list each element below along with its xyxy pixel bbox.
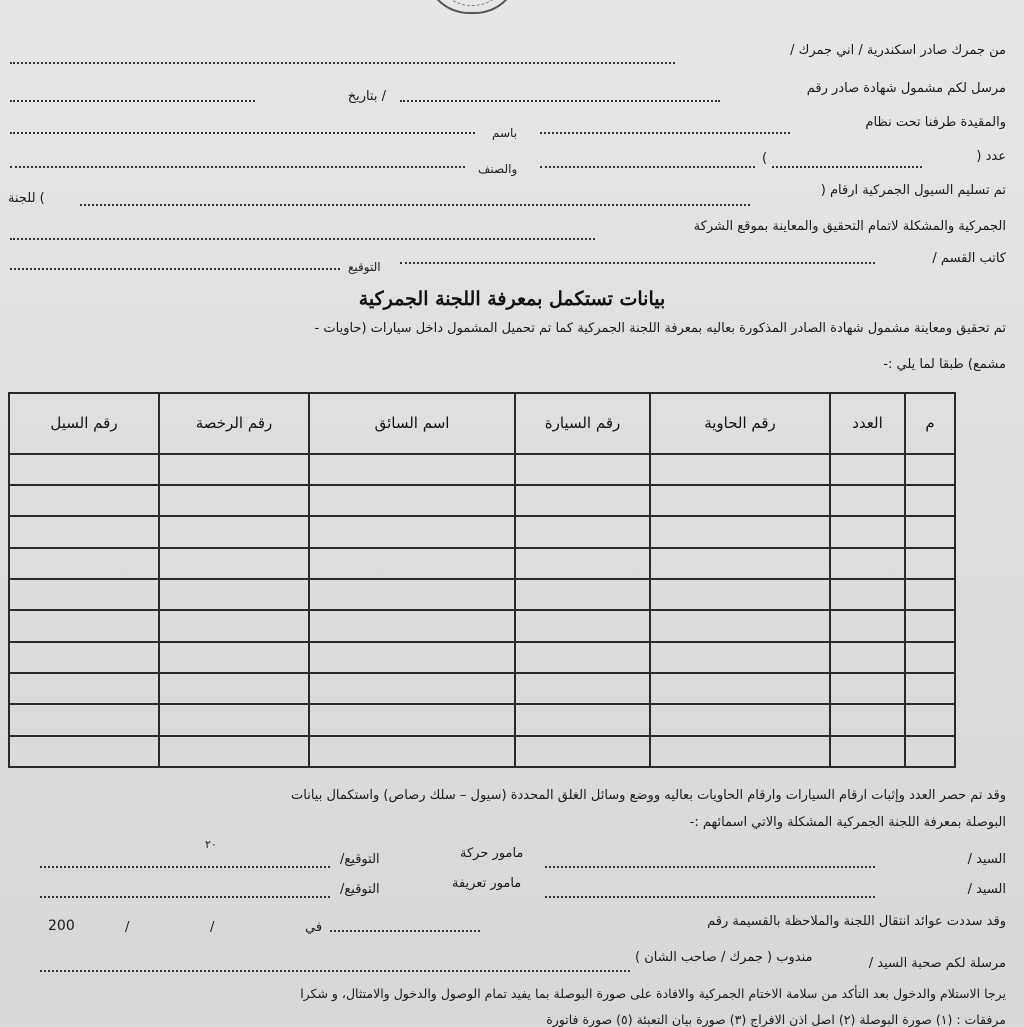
table-row — [9, 516, 955, 547]
footer-para-1: وقد تم حصر العدد وإثبات ارقام السيارات وارقام الحاويات بعاليه ووضع وسائل الغلق المحددة (سيول – سلك رصاص) واستكمال بيانات — [291, 788, 1006, 803]
col-header-driver-name: اسم السائق — [309, 393, 515, 454]
header-line-3-b: باسم — [492, 126, 518, 140]
table-cell[interactable] — [309, 579, 515, 610]
header-line-6-dots — [10, 238, 595, 240]
col-header-seal-no: رقم السيل — [9, 393, 159, 454]
table-cell[interactable] — [830, 548, 905, 579]
table-cell[interactable] — [309, 485, 515, 516]
footer-para-2: البوصلة بمعرفة اللجنة الجمركية المشكلة والاتي اسمائهم :- — [689, 815, 1006, 830]
table-cell[interactable] — [309, 673, 515, 704]
vehicles-table — [8, 392, 956, 768]
section-text-1: تم تحقيق ومعاينة مشمول شهادة الصادر المذكورة بعاليه بمعرفة اللجنة الجمركية كما تم تحميل المشمول داخل سيارات (حاويات - — [314, 321, 1006, 336]
table-cell[interactable] — [159, 704, 309, 735]
header-line-7-dots-a — [400, 262, 875, 264]
table-cell[interactable] — [515, 610, 650, 641]
table-cell[interactable] — [9, 642, 159, 673]
table-cell[interactable] — [159, 736, 309, 767]
table-cell[interactable] — [9, 704, 159, 735]
col-header-count: العدد — [830, 393, 905, 454]
header-line-1-dots — [10, 62, 675, 64]
table-cell[interactable] — [905, 454, 955, 485]
footer-year: 200 — [48, 918, 75, 934]
table-cell[interactable] — [309, 516, 515, 547]
table-cell[interactable] — [830, 454, 905, 485]
table-row — [9, 704, 955, 735]
table-row — [9, 642, 955, 673]
table-row — [9, 485, 955, 516]
table-cell[interactable] — [159, 642, 309, 673]
footer-sayed-1: السيد / — [967, 852, 1006, 867]
table-cell[interactable] — [9, 673, 159, 704]
table-cell[interactable] — [159, 485, 309, 516]
table-cell[interactable] — [309, 454, 515, 485]
header-line-6: الجمركية والمشكلة لاتمام التحقيق والمعاينة بموقع الشركة — [693, 219, 1006, 234]
footer-please-text: يرجا الاستلام والدخول بعد التأكد من سلامة الاختام الجمركية والافادة على صورة البوصلة بما يفيد تمام الوصول والدخول والامتثال، و شكرا — [300, 986, 1006, 1001]
footer-sayed-2-dots — [545, 896, 875, 898]
table-cell[interactable] — [515, 516, 650, 547]
table-cell[interactable] — [650, 736, 830, 767]
table-row — [9, 673, 955, 704]
footer-role-2: مامور تعريفة — [452, 876, 522, 891]
table-cell[interactable] — [905, 736, 955, 767]
table-cell[interactable] — [309, 610, 515, 641]
footer-date-sep-1: / — [210, 920, 215, 935]
table-cell[interactable] — [830, 736, 905, 767]
col-header-serial: م — [905, 393, 955, 454]
footer-representative: مندوب ( جمرك / صاحب الشان ) — [635, 950, 813, 965]
table-cell[interactable] — [515, 736, 650, 767]
table-cell[interactable] — [515, 579, 650, 610]
section-text-2: مشمع) طبقا لما يلي :- — [883, 357, 1006, 372]
header-line-4-dots-b — [540, 166, 755, 168]
header-line-3-dots-b — [10, 132, 475, 134]
table-cell[interactable] — [905, 548, 955, 579]
table-cell[interactable] — [9, 736, 159, 767]
table-cell[interactable] — [309, 642, 515, 673]
col-header-vehicle-no: رقم السيارة — [515, 393, 650, 454]
col-header-license-no: رقم الرخصة — [159, 393, 309, 454]
table-cell[interactable] — [650, 516, 830, 547]
table-cell[interactable] — [905, 642, 955, 673]
table-cell[interactable] — [830, 579, 905, 610]
table-cell[interactable] — [159, 673, 309, 704]
col-header-container-no: رقم الحاوية — [650, 393, 830, 454]
table-cell[interactable] — [905, 610, 955, 641]
table-cell[interactable] — [515, 454, 650, 485]
footer-sent-dots — [40, 970, 630, 972]
table-cell[interactable] — [905, 579, 955, 610]
table-cell[interactable] — [830, 704, 905, 735]
table-cell[interactable] — [650, 454, 830, 485]
table-row — [9, 736, 955, 767]
table-cell[interactable] — [830, 485, 905, 516]
footer-date-sep-2: / — [125, 920, 130, 935]
table-cell[interactable] — [159, 610, 309, 641]
table-cell[interactable] — [159, 579, 309, 610]
table-cell[interactable] — [830, 610, 905, 641]
table-cell[interactable] — [309, 548, 515, 579]
header-line-3-a: والمقيدة طرفنا تحت نظام — [865, 115, 1006, 130]
footer-role-1: مامور حركة — [460, 846, 524, 861]
header-line-2-b: / بتاريخ — [347, 89, 386, 104]
table-cell[interactable] — [515, 673, 650, 704]
table-cell[interactable] — [9, 579, 159, 610]
table-cell[interactable] — [309, 704, 515, 735]
footer-signature-1-dots — [40, 866, 330, 868]
table-cell[interactable] — [650, 548, 830, 579]
section-title: بيانات تستكمل بمعرفة اللجنة الجمركية — [358, 288, 666, 310]
table-cell[interactable] — [9, 485, 159, 516]
header-line-5-b: ) للجنة — [8, 191, 45, 206]
table-cell[interactable] — [9, 610, 159, 641]
table-cell[interactable] — [650, 579, 830, 610]
table-cell[interactable] — [159, 454, 309, 485]
table-cell[interactable] — [905, 516, 955, 547]
header-line-4-b: ) — [762, 151, 768, 166]
table-row — [9, 579, 955, 610]
table-cell[interactable] — [159, 516, 309, 547]
footer-signature-2: التوقيع/ — [340, 882, 380, 897]
table-header-row — [9, 393, 955, 454]
table-cell[interactable] — [309, 736, 515, 767]
table-cell[interactable] — [905, 485, 955, 516]
table-cell[interactable] — [9, 548, 159, 579]
header-line-2-dots-b — [10, 100, 255, 102]
table-cell[interactable] — [515, 704, 650, 735]
table-cell[interactable] — [515, 548, 650, 579]
table-cell[interactable] — [830, 673, 905, 704]
table-cell[interactable] — [650, 485, 830, 516]
footer-sent-text: مرسلة لكم صحبة السيد / — [868, 956, 1006, 971]
footer-fees-in: في — [305, 920, 323, 935]
table-cell[interactable] — [9, 516, 159, 547]
table-cell[interactable] — [159, 548, 309, 579]
table-cell[interactable] — [9, 454, 159, 485]
footer-fees-dots — [330, 930, 480, 932]
signature-label: التوقيع — [348, 260, 381, 274]
table-cell[interactable] — [650, 673, 830, 704]
table-cell[interactable] — [905, 673, 955, 704]
table-cell[interactable] — [830, 516, 905, 547]
header-line-2-a: مرسل لكم مشمول شهادة صادر رقم — [806, 81, 1006, 96]
table-row — [9, 548, 955, 579]
table-cell[interactable] — [515, 642, 650, 673]
footer-signature-1: التوقيع/ — [340, 852, 380, 867]
table-cell[interactable] — [515, 485, 650, 516]
header-line-1: من جمرك صادر اسكندرية / اني جمرك / — [790, 43, 1006, 58]
header-line-4-c: والصنف — [478, 162, 518, 176]
official-seal — [425, 0, 519, 14]
footer-note-number: ٢٠ — [205, 838, 217, 851]
header-line-5-a: تم تسليم السيول الجمركية ارقام ( — [820, 183, 1006, 198]
header-line-7: كاتب القسم / — [932, 251, 1006, 266]
table-cell[interactable] — [650, 704, 830, 735]
header-line-4-dots-a — [772, 166, 922, 168]
footer-sayed-2: السيد / — [967, 882, 1006, 897]
table-cell[interactable] — [650, 642, 830, 673]
header-line-4-a: عدد ( — [976, 149, 1006, 164]
table-cell[interactable] — [905, 704, 955, 735]
header-line-5-dots — [80, 204, 750, 206]
table-row — [9, 454, 955, 485]
header-line-4-dots-c — [10, 166, 465, 168]
table-row — [9, 610, 955, 641]
header-line-7-dots-b — [10, 268, 340, 270]
table-cell[interactable] — [650, 610, 830, 641]
footer-sayed-1-dots — [545, 866, 875, 868]
table-cell[interactable] — [830, 642, 905, 673]
header-line-3-dots-a — [540, 132, 790, 134]
footer-signature-2-dots — [40, 896, 330, 898]
footer-attachments: مرفقات : (١) صورة البوصلة (٢) اصل اذن الافراج (٣) صورة بيان التعبئة (٥) صورة فاتورة — [546, 1012, 1006, 1027]
footer-fees-text: وقد سددت عوائد انتقال اللجنة والملاحظة بالقسيمة رقم — [707, 914, 1006, 929]
header-line-2-dots-a — [400, 100, 720, 102]
